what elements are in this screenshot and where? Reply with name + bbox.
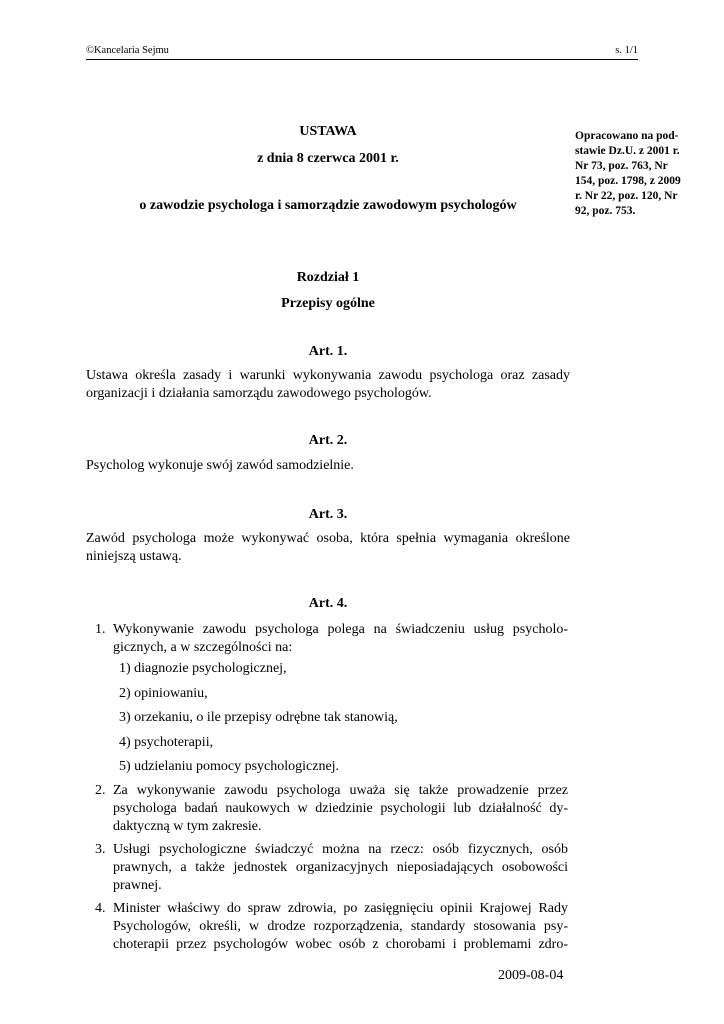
paragraph-line: gicznych, a w szczególności na:	[113, 640, 293, 655]
side-note	[575, 129, 695, 219]
paragraph-line: Za wykonywanie zawodu psychologa uważa się także prowadzenie przez	[113, 783, 568, 798]
paragraph-number: 1.	[95, 622, 106, 637]
footer-date: 2009-08-04	[498, 968, 564, 983]
side-note-line: Opracowano na pod-	[575, 130, 679, 142]
header-publisher: ©Kancelaria Sejmu	[86, 45, 169, 56]
list-item: 4) psychoterapii,	[119, 735, 214, 750]
paragraph-line: Usługi psychologiczne świadczyć można na rzecz: osób fizycznych, osób	[113, 842, 568, 857]
page-header	[86, 44, 638, 60]
art1-line: organizacji i działania samorządu zawodowego psychologów.	[86, 386, 432, 401]
side-note-line: r. Nr 22, poz. 120, Nr	[575, 190, 678, 202]
act-type: USTAWA	[299, 124, 357, 139]
art3-heading: Art. 3.	[308, 507, 348, 522]
paragraph-line: psychologa badań naukowych w dziedzinie psychologii lub działalność dy-	[113, 801, 568, 816]
side-note-line: Nr 73, poz. 763, Nr	[575, 160, 668, 172]
paragraph-line: Minister właściwy do spraw zdrowia, po zasięgnięciu opinii Krajowej Rady	[113, 901, 568, 916]
list-item: 5) udzielaniu pomocy psychologicznej.	[119, 759, 340, 774]
list-item: 1) diagnozie psychologicznej,	[119, 661, 287, 676]
art3-line: niniejszą ustawą.	[86, 549, 182, 564]
side-note-line: stawie Dz.U. z 2001 r.	[575, 145, 680, 157]
art2-text: Psycholog wykonuje swój zawód samodzielnie.	[86, 458, 354, 473]
paragraph-line: choterapii przez psychologów wobec osób z chorobami i problemami zdro-	[113, 937, 568, 952]
side-note-line: 154, poz. 1798, z 2009	[575, 175, 681, 187]
paragraph-number: 3.	[95, 842, 106, 857]
list-item: 2) opiniowaniu,	[119, 686, 208, 701]
paragraph-line: prawnej.	[113, 878, 162, 893]
art4-heading: Art. 4.	[308, 596, 348, 611]
paragraph-line: prawnych, a także jednostek organizacyjnych nieposiadających osobowości	[113, 860, 568, 875]
paragraph-number: 2.	[95, 783, 106, 798]
act-subject: o zawodzie psychologa i samorządzie zawodowym psychologów	[139, 198, 517, 213]
paragraph-number: 4.	[95, 901, 106, 916]
art1-heading: Art. 1.	[308, 344, 348, 359]
paragraph-line: Psychologów, określi, w drodze rozporządzenia, standardy stosowania psy-	[113, 919, 568, 934]
side-note-line: 92, poz. 753.	[575, 205, 636, 217]
act-date: z dnia 8 czerwca 2001 r.	[257, 151, 399, 166]
art3-line: Zawód psychologa może wykonywać osoba, która spełnia wymagania określone	[86, 531, 570, 546]
art1-line: Ustawa określa zasady i warunki wykonywania zawodu psychologa oraz zasady	[86, 368, 570, 383]
paragraph-line: daktyczną w tym zakresie.	[113, 819, 262, 834]
header-page-number: s. 1/1	[615, 45, 638, 56]
list-item: 3) orzekaniu, o ile przepisy odrębne tak stanowią,	[119, 710, 398, 725]
art2-heading: Art. 2.	[308, 433, 348, 448]
chapter-name: Przepisy ogólne	[281, 296, 375, 311]
paragraph-line: Wykonywanie zawodu psychologa polega na świadczeniu usług psycholo-	[113, 622, 568, 637]
chapter-number: Rozdział 1	[296, 270, 360, 285]
